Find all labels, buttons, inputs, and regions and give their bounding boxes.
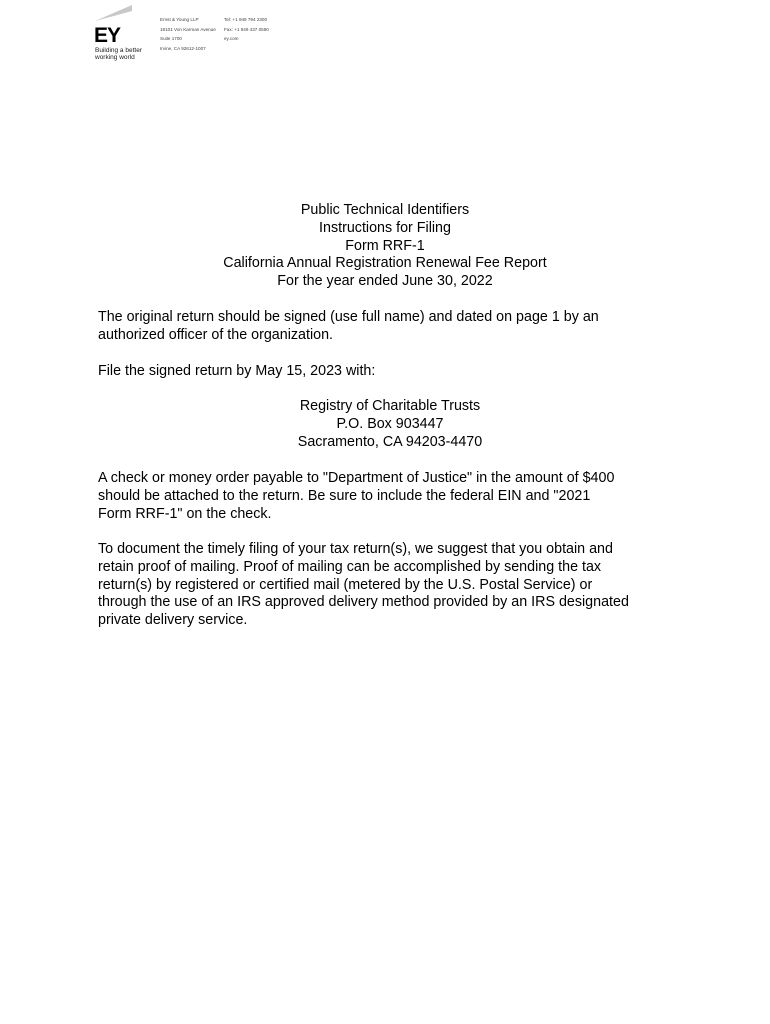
tagline-line: Building a better <box>95 47 142 54</box>
paragraph-line: private delivery service. <box>98 612 248 629</box>
title-line: For the year ended June 30, 2022 <box>277 273 493 290</box>
contact-line: ey.com <box>224 36 239 41</box>
paragraph-line: File the signed return by May 15, 2023 with: <box>98 363 376 379</box>
title-line: Form RRF-1 <box>345 237 425 254</box>
payment-paragraph <box>98 470 678 523</box>
title-line: Public Technical Identifiers <box>300 202 470 218</box>
file-by-paragraph <box>98 363 678 381</box>
logo-text: EY <box>94 24 121 47</box>
contact-line: Fax: +1 949 437 0590 <box>224 26 269 32</box>
paragraph-line: Form RRF-1" on the check. <box>98 505 272 522</box>
registry-address <box>0 398 770 451</box>
registry-address-line: Sacramento, CA 94203-4470 <box>297 433 483 450</box>
paragraph-line: To document the timely filing of your tax return(s), we suggest that you obtain and <box>98 541 613 557</box>
firm-contact <box>224 15 269 44</box>
paragraph-line: authorized officer of the organization. <box>98 326 333 343</box>
address-line: Irvine, CA 92612-1007 <box>160 45 206 51</box>
paragraph-line: through the use of an IRS approved delivery method provided by an IRS designated <box>98 594 629 611</box>
title-line: Instructions for Filing <box>319 219 451 236</box>
paragraph-line: should be attached to the return. Be sure to include the federal EIN and "2021 <box>98 487 591 504</box>
paragraph-line: A check or money order payable to "Department of Justice" in the amount of $400 <box>98 470 615 486</box>
registry-address-line: Registry of Charitable Trusts <box>299 398 481 414</box>
address-line: Ernst & Young LLP <box>160 17 199 22</box>
address-line: 18101 Von Karman Avenue <box>160 26 216 32</box>
address-line: Suite 1700 <box>160 36 182 41</box>
registry-address-line: P.O. Box 903447 <box>336 415 444 432</box>
mailing-paragraph <box>98 541 678 630</box>
tagline-line: working world <box>95 53 135 61</box>
signing-paragraph <box>98 309 678 345</box>
paragraph-line: retain proof of mailing. Proof of mailing can be accomplished by sending the tax <box>98 558 602 575</box>
firm-address <box>160 15 216 53</box>
document-title <box>0 202 770 291</box>
paragraph-line: return(s) by registered or certified mail (metered by the U.S. Postal Service) or <box>98 576 593 593</box>
contact-line: Tel: +1 949 794 2300 <box>224 17 268 22</box>
title-line: California Annual Registration Renewal Fee Report <box>223 255 547 272</box>
logo-tagline <box>95 48 142 61</box>
paragraph-line: The original return should be signed (use full name) and dated on page 1 by an <box>98 309 599 325</box>
